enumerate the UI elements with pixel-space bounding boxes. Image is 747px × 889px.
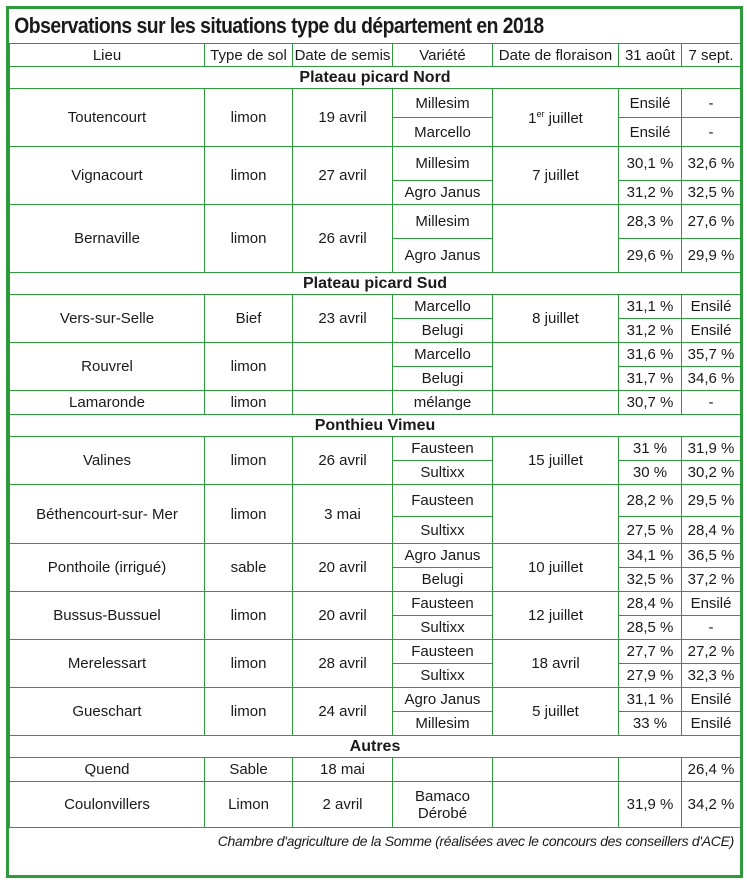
cell-semis: 19 avril bbox=[293, 89, 393, 147]
cell-sol: limon bbox=[205, 640, 293, 688]
header-type-de-sol: Type de sol bbox=[205, 44, 293, 67]
cell-31-aout: 31,7 % bbox=[619, 367, 682, 391]
cell-semis: 26 avril bbox=[293, 437, 393, 485]
cell-31-aout: Ensilé bbox=[619, 89, 682, 118]
cell-7-sept: - bbox=[682, 118, 741, 147]
section-plateau-picard-sud: Plateau picard Sud bbox=[10, 273, 741, 295]
cell-31-aout: 27,5 % bbox=[619, 517, 682, 544]
cell-7-sept: 27,2 % bbox=[682, 640, 741, 664]
cell-semis: 23 avril bbox=[293, 295, 393, 343]
table-title: Observations sur les situations type du département en 2018 bbox=[14, 13, 544, 38]
cell-7-sept: 29,5 % bbox=[682, 485, 741, 517]
cell-31-aout: 29,6 % bbox=[619, 239, 682, 273]
cell-lieu: Valines bbox=[10, 437, 205, 485]
observations-table-frame bbox=[6, 6, 743, 878]
cell-lieu: Vers-sur-Selle bbox=[10, 295, 205, 343]
table-row bbox=[10, 147, 741, 181]
cell-31-aout: 31,2 % bbox=[619, 181, 682, 205]
cell-31-aout: 30 % bbox=[619, 461, 682, 485]
cell-semis: 28 avril bbox=[293, 640, 393, 688]
cell-sol: sable bbox=[205, 544, 293, 592]
cell-floraison bbox=[493, 391, 619, 415]
cell-semis bbox=[293, 391, 393, 415]
cell-31-aout: 28,2 % bbox=[619, 485, 682, 517]
cell-sol: limon bbox=[205, 391, 293, 415]
table-row bbox=[10, 782, 741, 828]
cell-floraison bbox=[493, 485, 619, 544]
cell-7-sept: 35,7 % bbox=[682, 343, 741, 367]
cell-lieu: Vignacourt bbox=[10, 147, 205, 205]
cell-31-aout: 30,1 % bbox=[619, 147, 682, 181]
cell-31-aout: 31,6 % bbox=[619, 343, 682, 367]
section-row bbox=[10, 273, 741, 295]
cell-lieu: Quend bbox=[10, 758, 205, 782]
cell-7-sept: Ensilé bbox=[682, 592, 741, 616]
section-row bbox=[10, 736, 741, 758]
cell-variete: Fausteen bbox=[393, 437, 493, 461]
cell-31-aout: 28,3 % bbox=[619, 205, 682, 239]
floraison-ordinal: er bbox=[536, 108, 545, 119]
cell-7-sept: 34,2 % bbox=[682, 782, 741, 828]
cell-floraison: 12 juillet bbox=[493, 592, 619, 640]
cell-31-aout: 28,4 % bbox=[619, 592, 682, 616]
table-row bbox=[10, 758, 741, 782]
cell-variete: Agro Janus bbox=[393, 239, 493, 273]
header-31-aout: 31 août bbox=[619, 44, 682, 67]
cell-31-aout: 30,7 % bbox=[619, 391, 682, 415]
floraison-day: 1 bbox=[528, 109, 537, 127]
cell-7-sept: Ensilé bbox=[682, 295, 741, 319]
cell-semis: 20 avril bbox=[293, 592, 393, 640]
cell-7-sept: 27,6 % bbox=[682, 205, 741, 239]
cell-floraison bbox=[493, 758, 619, 782]
cell-sol: limon bbox=[205, 89, 293, 147]
source-footer: Chambre d'agriculture de la Somme (réalisées avec le concours des conseillers d'ACE) bbox=[217, 833, 734, 849]
floraison-month: juillet bbox=[544, 109, 583, 127]
cell-variete: Sultixx bbox=[393, 517, 493, 544]
cell-31-aout: 31 % bbox=[619, 437, 682, 461]
cell-lieu: Béthencourt-sur- Mer bbox=[10, 485, 205, 544]
variete-line-1: Bamaco bbox=[414, 787, 471, 805]
cell-floraison: 8 juillet bbox=[493, 295, 619, 343]
cell-semis: 27 avril bbox=[293, 147, 393, 205]
table-row bbox=[10, 391, 741, 415]
cell-variete: Sultixx bbox=[393, 461, 493, 485]
variete-line-2: Dérobé bbox=[417, 804, 468, 822]
cell-variete: Agro Janus bbox=[393, 688, 493, 712]
header-7-sept: 7 sept. bbox=[682, 44, 741, 67]
cell-sol: limon bbox=[205, 485, 293, 544]
cell-variete: Millesim bbox=[393, 89, 493, 118]
cell-lieu: Toutencourt bbox=[10, 89, 205, 147]
cell-31-aout bbox=[619, 758, 682, 782]
cell-31-aout: 31,1 % bbox=[619, 295, 682, 319]
cell-sol: limon bbox=[205, 205, 293, 273]
observations-table bbox=[9, 43, 741, 828]
cell-7-sept: 28,4 % bbox=[682, 517, 741, 544]
cell-floraison: 10 juillet bbox=[493, 544, 619, 592]
cell-variete: Millesim bbox=[393, 147, 493, 181]
cell-variete: Sultixx bbox=[393, 664, 493, 688]
cell-variete: Fausteen bbox=[393, 485, 493, 517]
cell-floraison bbox=[493, 782, 619, 828]
cell-variete: Marcello bbox=[393, 118, 493, 147]
cell-31-aout: 31,9 % bbox=[619, 782, 682, 828]
cell-lieu: Ponthoile (irrigué) bbox=[10, 544, 205, 592]
section-ponthieu-vimeu: Ponthieu Vimeu bbox=[10, 415, 741, 437]
cell-sol: limon bbox=[205, 147, 293, 205]
table-row bbox=[10, 89, 741, 118]
cell-variete: Belugi bbox=[393, 319, 493, 343]
cell-31-aout: 34,1 % bbox=[619, 544, 682, 568]
table-row bbox=[10, 343, 741, 367]
cell-7-sept: 36,5 % bbox=[682, 544, 741, 568]
cell-7-sept: Ensilé bbox=[682, 319, 741, 343]
cell-floraison bbox=[493, 343, 619, 391]
section-row bbox=[10, 67, 741, 89]
cell-7-sept: 32,6 % bbox=[682, 147, 741, 181]
cell-7-sept: Ensilé bbox=[682, 688, 741, 712]
cell-sol: Limon bbox=[205, 782, 293, 828]
cell-31-aout: 31,1 % bbox=[619, 688, 682, 712]
cell-floraison bbox=[493, 205, 619, 273]
cell-variete: Belugi bbox=[393, 568, 493, 592]
cell-sol: limon bbox=[205, 437, 293, 485]
cell-lieu: Lamaronde bbox=[10, 391, 205, 415]
cell-variete: Belugi bbox=[393, 367, 493, 391]
table-row bbox=[10, 437, 741, 461]
cell-7-sept: 32,5 % bbox=[682, 181, 741, 205]
section-row bbox=[10, 415, 741, 437]
section-plateau-picard-nord: Plateau picard Nord bbox=[10, 67, 741, 89]
cell-variete: mélange bbox=[393, 391, 493, 415]
cell-floraison: 5 juillet bbox=[493, 688, 619, 736]
cell-semis: 18 mai bbox=[293, 758, 393, 782]
header-row bbox=[10, 44, 741, 67]
cell-31-aout: 32,5 % bbox=[619, 568, 682, 592]
cell-31-aout: 27,9 % bbox=[619, 664, 682, 688]
table-row bbox=[10, 688, 741, 712]
cell-sol: limon bbox=[205, 343, 293, 391]
cell-semis: 24 avril bbox=[293, 688, 393, 736]
cell-variete: Marcello bbox=[393, 295, 493, 319]
cell-7-sept: 26,4 % bbox=[682, 758, 741, 782]
cell-variete: Millesim bbox=[393, 205, 493, 239]
cell-semis: 3 mai bbox=[293, 485, 393, 544]
table-row bbox=[10, 544, 741, 568]
cell-7-sept: 29,9 % bbox=[682, 239, 741, 273]
cell-floraison: 7 juillet bbox=[493, 147, 619, 205]
cell-7-sept: Ensilé bbox=[682, 712, 741, 736]
table-row bbox=[10, 485, 741, 517]
cell-lieu: Bernaville bbox=[10, 205, 205, 273]
cell-variete: Agro Janus bbox=[393, 544, 493, 568]
cell-31-aout: 27,7 % bbox=[619, 640, 682, 664]
cell-sol: Sable bbox=[205, 758, 293, 782]
cell-semis: 26 avril bbox=[293, 205, 393, 273]
cell-variete bbox=[393, 782, 493, 828]
header-lieu: Lieu bbox=[10, 44, 205, 67]
cell-7-sept: 37,2 % bbox=[682, 568, 741, 592]
cell-7-sept: - bbox=[682, 616, 741, 640]
cell-7-sept: - bbox=[682, 391, 741, 415]
section-autres: Autres bbox=[10, 736, 741, 758]
cell-7-sept: 31,9 % bbox=[682, 437, 741, 461]
cell-variete: Agro Janus bbox=[393, 181, 493, 205]
header-variete: Variété bbox=[393, 44, 493, 67]
header-date-de-semis: Date de semis bbox=[293, 44, 393, 67]
cell-floraison bbox=[493, 89, 619, 147]
cell-7-sept: - bbox=[682, 89, 741, 118]
cell-variete: Marcello bbox=[393, 343, 493, 367]
cell-lieu: Rouvrel bbox=[10, 343, 205, 391]
cell-7-sept: 34,6 % bbox=[682, 367, 741, 391]
cell-sol: Bief bbox=[205, 295, 293, 343]
cell-7-sept: 32,3 % bbox=[682, 664, 741, 688]
cell-31-aout: Ensilé bbox=[619, 118, 682, 147]
table-row bbox=[10, 592, 741, 616]
cell-variete: Fausteen bbox=[393, 592, 493, 616]
cell-31-aout: 28,5 % bbox=[619, 616, 682, 640]
cell-semis: 20 avril bbox=[293, 544, 393, 592]
cell-7-sept: 30,2 % bbox=[682, 461, 741, 485]
cell-floraison: 15 juillet bbox=[493, 437, 619, 485]
cell-variete: Fausteen bbox=[393, 640, 493, 664]
table-row bbox=[10, 205, 741, 239]
cell-lieu: Gueschart bbox=[10, 688, 205, 736]
table-row bbox=[10, 295, 741, 319]
cell-sol: limon bbox=[205, 592, 293, 640]
cell-semis bbox=[293, 343, 393, 391]
cell-lieu: Coulonvillers bbox=[10, 782, 205, 828]
cell-31-aout: 31,2 % bbox=[619, 319, 682, 343]
cell-31-aout: 33 % bbox=[619, 712, 682, 736]
cell-variete: Millesim bbox=[393, 712, 493, 736]
table-row bbox=[10, 640, 741, 664]
header-date-de-floraison: Date de floraison bbox=[493, 44, 619, 67]
cell-sol: limon bbox=[205, 688, 293, 736]
cell-lieu: Merelessart bbox=[10, 640, 205, 688]
cell-semis: 2 avril bbox=[293, 782, 393, 828]
cell-variete bbox=[393, 758, 493, 782]
cell-floraison: 18 avril bbox=[493, 640, 619, 688]
cell-lieu: Bussus-Bussuel bbox=[10, 592, 205, 640]
cell-variete: Sultixx bbox=[393, 616, 493, 640]
